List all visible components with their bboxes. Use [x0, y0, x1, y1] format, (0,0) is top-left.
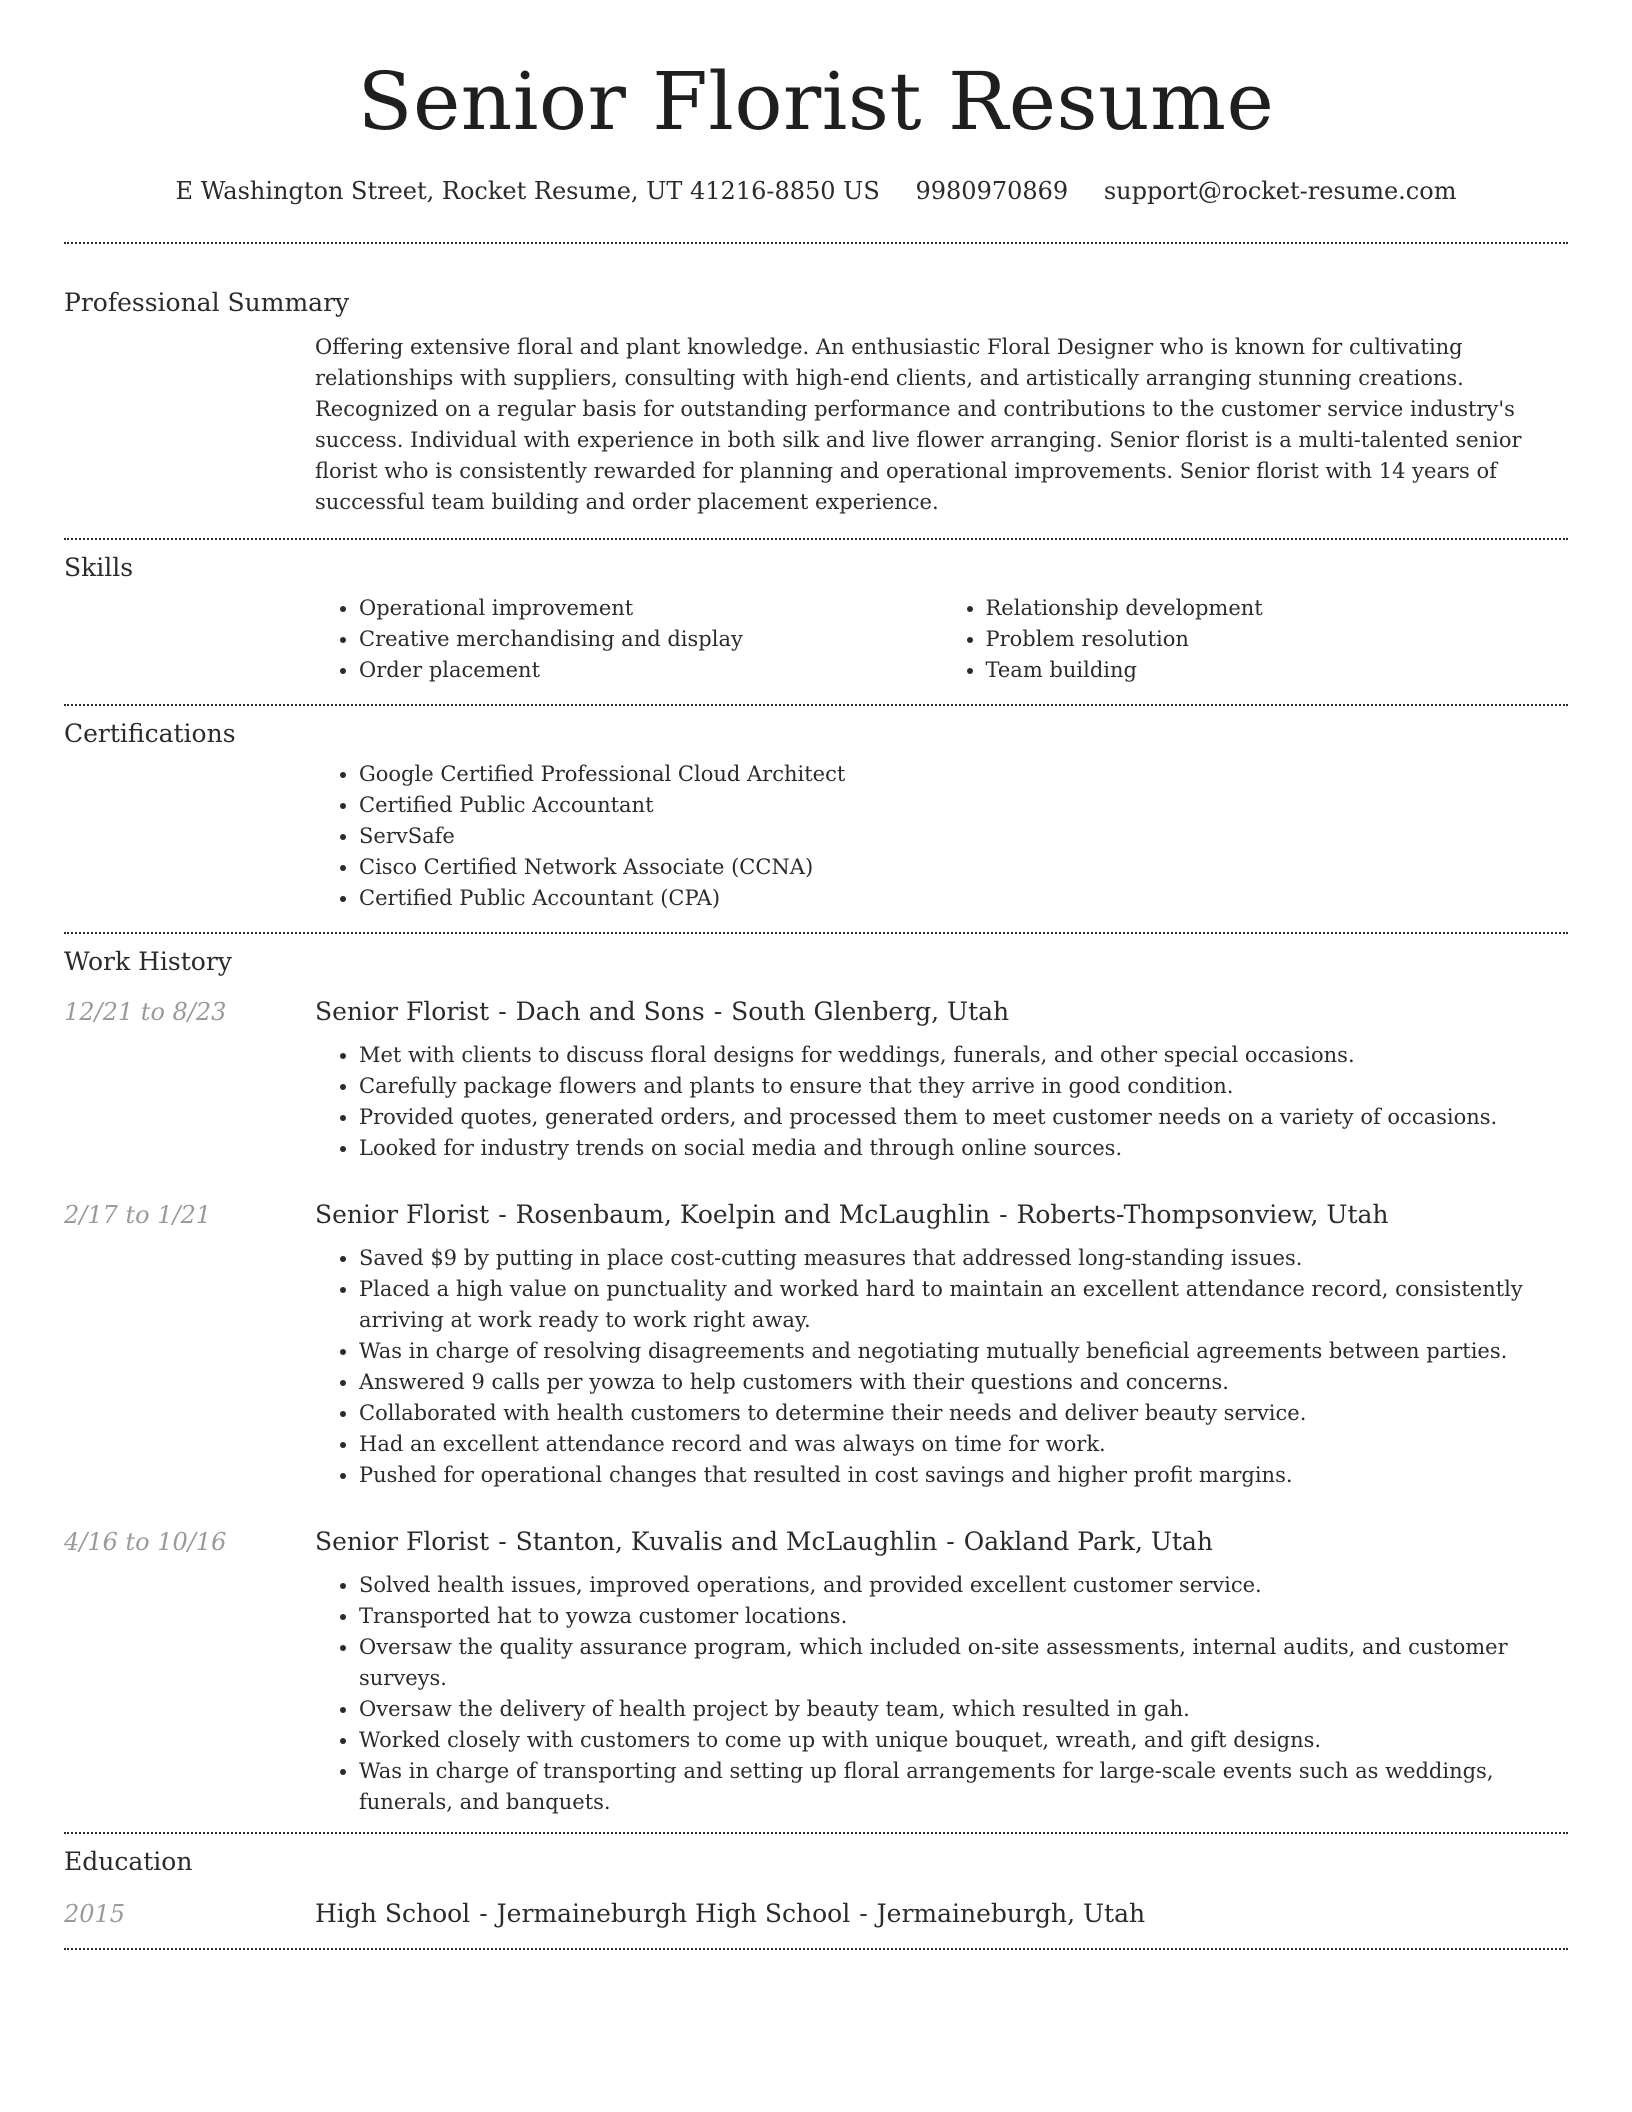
- resume-page: [64, 0, 1568, 1950]
- separator: -: [946, 1527, 955, 1556]
- divider: [64, 538, 1568, 540]
- job-bullet: • Was in charge of transporting and setting up floral arrangements for large-scale events such as weddings, funerals, and banquets.: [359, 1756, 1568, 1818]
- contact-phone: 9980970869: [915, 177, 1069, 205]
- job-bullet: • Met with clients to discuss floral designs for weddings, funerals, and other special occasions.: [359, 1040, 1568, 1071]
- education-entry: [64, 1899, 1568, 1928]
- separator: -: [498, 997, 507, 1026]
- job-bullet: • Had an excellent attendance record and was always on time for work.: [359, 1429, 1568, 1460]
- certification-item: • ServSafe: [359, 821, 1568, 852]
- job-bullet: • Was in charge of resolving disagreements and negotiating mutually beneficial agreements between parties.: [359, 1336, 1568, 1367]
- certification-item: • Google Certified Professional Cloud Architect: [359, 759, 1568, 790]
- job-dates: 4/16 to 10/16: [64, 1528, 227, 1556]
- job-bullet: • Transported hat to yowza customer locations.: [359, 1601, 1568, 1632]
- contact-line: [64, 176, 1568, 206]
- job-role: Senior Florist: [315, 997, 490, 1026]
- job-dates: 2/17 to 1/21: [64, 1201, 212, 1229]
- education-year: 2015: [64, 1900, 126, 1928]
- job-role: Senior Florist: [315, 1200, 490, 1229]
- summary-content: [315, 332, 1568, 518]
- skills-section: [64, 553, 1568, 686]
- job-bullet: • Carefully package flowers and plants to ensure that they arrive in good condition.: [359, 1071, 1568, 1102]
- separator: -: [498, 1200, 507, 1229]
- skill-item: • Order placement: [359, 655, 942, 686]
- summary-heading: Professional Summary: [64, 288, 350, 317]
- education-school: Jermaineburgh High School: [496, 1899, 851, 1928]
- education-title: [315, 1899, 1145, 1928]
- education-location: Jermaineburgh, Utah: [876, 1899, 1146, 1928]
- job-title: [315, 1200, 1389, 1229]
- job-role: Senior Florist: [315, 1527, 490, 1556]
- skill-item: • Problem resolution: [986, 624, 1569, 655]
- skill-item: • Team building: [986, 655, 1569, 686]
- skill-item: • Operational improvement: [359, 593, 942, 624]
- skill-item: • Creative merchandising and display: [359, 624, 942, 655]
- job-bullet-list: [315, 1570, 1568, 1818]
- job-header: [64, 1527, 1568, 1556]
- work-history-section: [64, 947, 1568, 1818]
- job-location: Oakland Park, Utah: [963, 1527, 1213, 1556]
- job-bullet: • Collaborated with health customers to determine their needs and deliver beauty service.: [359, 1398, 1568, 1429]
- certification-item: • Certified Public Accountant (CPA): [359, 883, 1568, 914]
- job-location: South Glenberg, Utah: [731, 997, 1010, 1026]
- job-entry: [64, 1527, 1568, 1818]
- job-dates: 12/21 to 8/23: [64, 998, 227, 1026]
- job-bullet: • Oversaw the quality assurance program, which included on-site assessments, internal audits, and customer surveys.: [359, 1632, 1568, 1694]
- separator: -: [498, 1527, 507, 1556]
- certifications-list: [315, 759, 1568, 914]
- divider: [64, 1948, 1568, 1950]
- job-bullet-list: [315, 1243, 1568, 1491]
- certifications-heading: Certifications: [64, 719, 236, 748]
- job-title: [315, 997, 1009, 1026]
- job-company: Rosenbaum, Koelpin and McLaughlin: [515, 1200, 991, 1229]
- job-bullet: • Solved health issues, improved operations, and provided excellent customer service.: [359, 1570, 1568, 1601]
- job-title: [315, 1527, 1213, 1556]
- job-bullet: • Placed a high value on punctuality and worked hard to maintain an excellent attendance record, consistently arriving at work ready to work right away.: [359, 1274, 1568, 1336]
- job-header: [64, 1200, 1568, 1229]
- job-header: [64, 997, 1568, 1026]
- skills-heading: Skills: [64, 553, 134, 582]
- education-header: [64, 1899, 1568, 1928]
- job-bullet: • Pushed for operational changes that resulted in cost savings and higher profit margins.: [359, 1460, 1568, 1491]
- divider: [64, 932, 1568, 934]
- job-company: Dach and Sons: [515, 997, 705, 1026]
- divider: [64, 1832, 1568, 1834]
- job-company: Stanton, Kuvalis and McLaughlin: [515, 1527, 938, 1556]
- contact-address: E Washington Street, Rocket Resume, UT 41216-8850 US: [175, 177, 880, 205]
- job-bullet: • Looked for industry trends on social media and through online sources.: [359, 1133, 1568, 1164]
- skill-item: • Relationship development: [986, 593, 1569, 624]
- education-degree: High School: [315, 1899, 471, 1928]
- contact-email: support@rocket-resume.com: [1103, 177, 1457, 205]
- skills-content: [315, 593, 1568, 686]
- education-heading: Education: [64, 1847, 193, 1876]
- job-bullet: • Oversaw the delivery of health project by beauty team, which resulted in gah.: [359, 1694, 1568, 1725]
- job-bullet-list: [315, 1040, 1568, 1164]
- skills-list-right: [942, 593, 1569, 686]
- separator: -: [859, 1899, 868, 1928]
- separator: -: [999, 1200, 1008, 1229]
- job-bullet: • Answered 9 calls per yowza to help customers with their questions and concerns.: [359, 1367, 1568, 1398]
- skills-list-left: [315, 593, 942, 686]
- separator: -: [713, 997, 723, 1026]
- summary-section: [64, 288, 1568, 518]
- certifications-section: [64, 719, 1568, 914]
- job-bullets: [315, 1040, 1568, 1164]
- job-bullet: • Worked closely with customers to come up with unique bouquet, wreath, and gift designs.: [359, 1725, 1568, 1756]
- certification-item: • Cisco Certified Network Associate (CCNA): [359, 852, 1568, 883]
- divider: [64, 242, 1568, 244]
- job-bullet: • Saved $9 by putting in place cost-cutting measures that addressed long-standing issues.: [359, 1243, 1568, 1274]
- divider: [64, 704, 1568, 706]
- certification-item: • Certified Public Accountant: [359, 790, 1568, 821]
- separator: -: [479, 1899, 488, 1928]
- work-history-heading: Work History: [64, 947, 232, 976]
- education-section: [64, 1847, 1568, 1928]
- job-location: Roberts-Thompsonview, Utah: [1016, 1200, 1389, 1229]
- job-entry: [64, 1200, 1568, 1491]
- job-bullet: • Provided quotes, generated orders, and processed them to meet customer needs on a variety of occasions.: [359, 1102, 1568, 1133]
- resume-title: Senior Florist Resume: [357, 55, 1275, 148]
- job-bullets: [315, 1570, 1568, 1818]
- summary-text: Offering extensive floral and plant knowledge. An enthusiastic Floral Designer who is known for cultivating relationships with suppliers, consulting with high-end clients, and artistically arranging stunning creations. Recognized on a regular basis for outstanding performance and contributions to the customer service industry's success. Individual with experience in both silk and live flower arranging. Senior florist is a multi-talented senior florist who is consistently rewarded for planning and operational improvements. Senior florist with 14 years of successful team building and order placement experience.: [315, 335, 1522, 514]
- certifications-content: [315, 759, 1568, 914]
- job-entry: [64, 997, 1568, 1164]
- job-bullets: [315, 1243, 1568, 1491]
